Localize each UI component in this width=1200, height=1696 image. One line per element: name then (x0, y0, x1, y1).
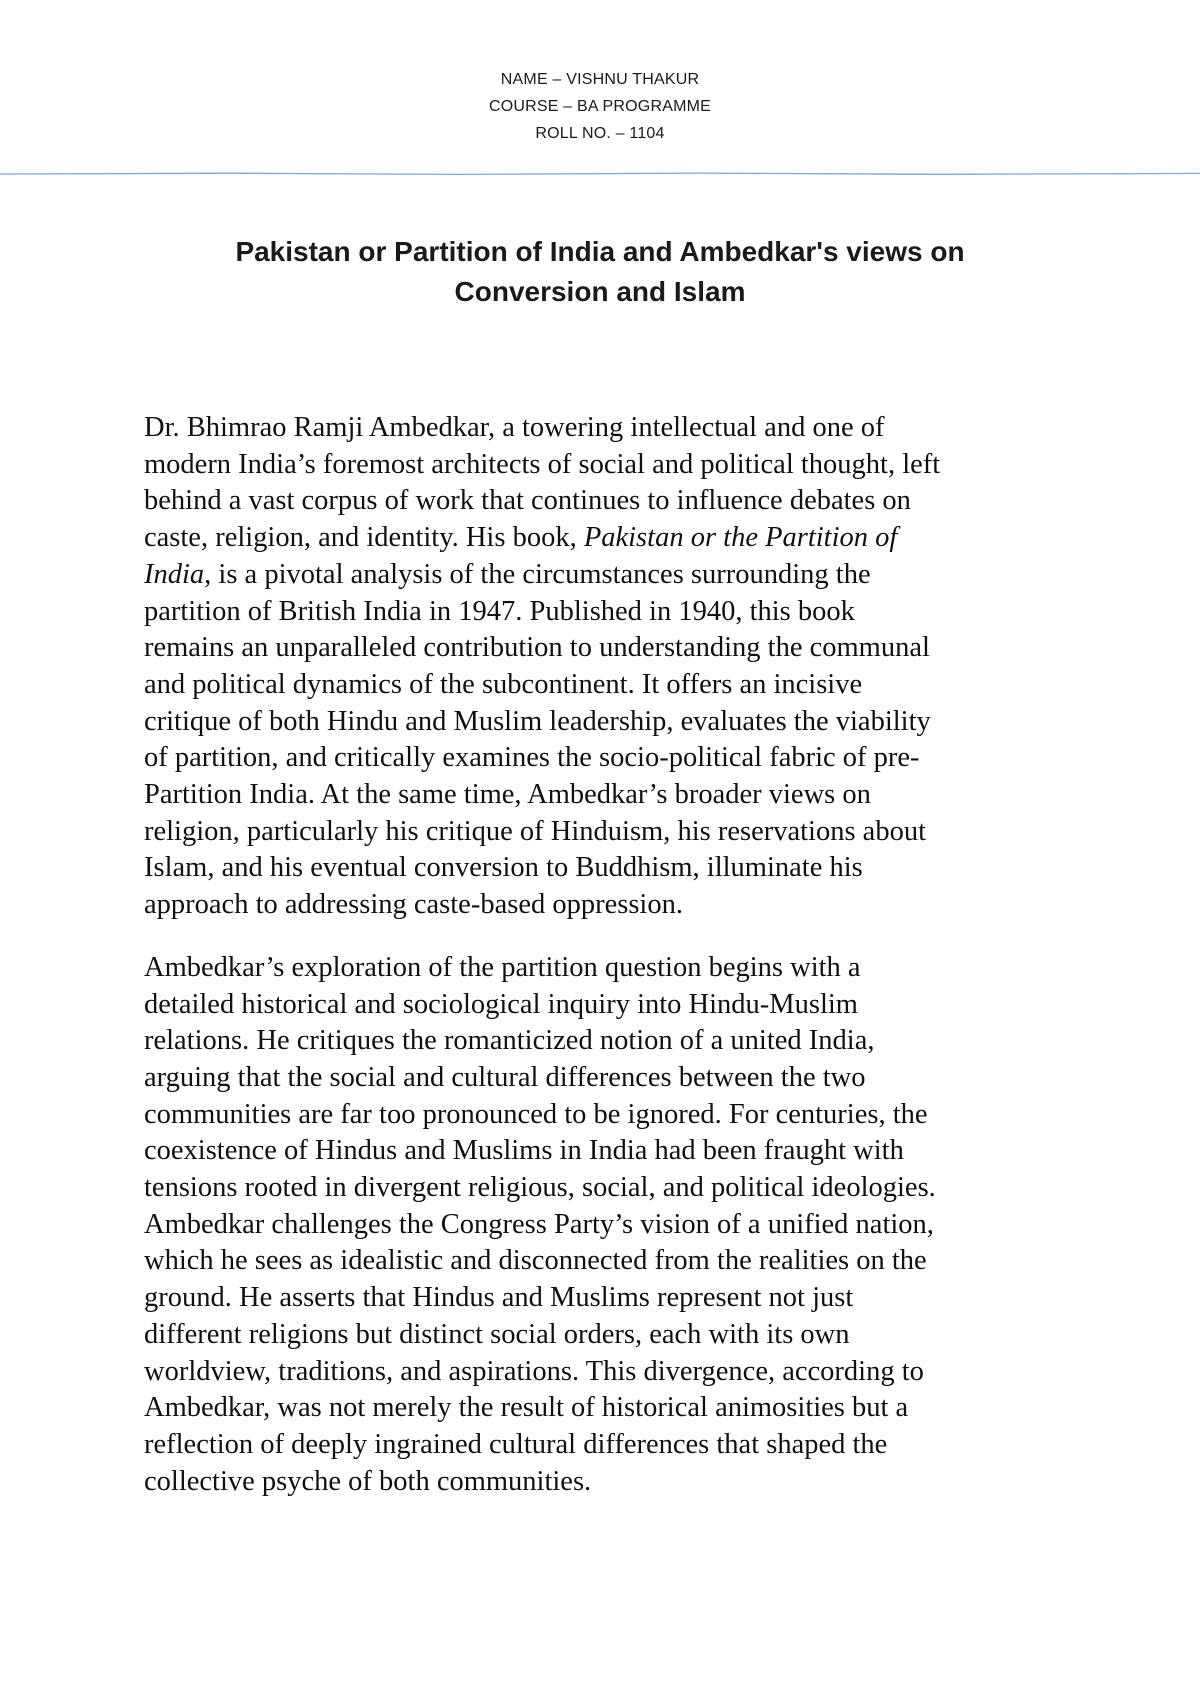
body-line: reflection of deeply ingrained cultural differences that shaped the (144, 1428, 888, 1460)
body-line: partition of British India in 1947. Published in 1940, this book (144, 595, 855, 627)
body-line: Ambedkar, was not merely the result of historical animosities but a (144, 1392, 909, 1424)
header-divider-line (0, 173, 1200, 174)
body-line: approach to addressing caste-based oppression. (144, 889, 683, 921)
paragraph-2 (144, 950, 1064, 1501)
body-line: Ambedkar challenges the Congress Party’s vision of a unified nation, (144, 1208, 934, 1240)
body-line: Partition India. At the same time, Ambedkar’s broader views on (144, 779, 871, 811)
body-line: different religions but distinct social orders, each with its own (144, 1318, 850, 1350)
student-name: NAME – VISHNU THAKUR (500, 71, 700, 88)
body-line: tensions rooted in divergent religious, social, and political ideologies. (144, 1172, 936, 1204)
title-line-1: Pakistan or Partition of India and Ambedkar's views on (235, 236, 965, 267)
body-line: Islam, and his eventual conversion to Buddhism, illuminate his (144, 852, 863, 884)
body-line: worldview, traditions, and aspirations. This divergence, according to (144, 1355, 924, 1387)
body-line: Dr. Bhimrao Ramji Ambedkar, a towering intellectual and one of (144, 412, 885, 443)
document-header (0, 66, 1200, 147)
body-line: collective psyche of both communities. (144, 1465, 592, 1497)
book-title-italic: Pakistan or the Partition of (583, 522, 898, 554)
title-line-2: Conversion and Islam (454, 276, 746, 307)
body-line (144, 557, 1064, 594)
body-line: behind a vast corpus of work that continues to influence debates on (144, 485, 911, 517)
body-line: of partition, and critically examines the socio-political fabric of pre- (144, 742, 920, 774)
body-line (144, 520, 1064, 557)
body-line: which he sees as idealistic and disconnected from the realities on the (144, 1245, 927, 1277)
body-line: modern India’s foremost architects of social and political thought, left (144, 448, 941, 480)
body-text-segment: caste, religion, and identity. His book, (144, 522, 584, 554)
body-line: remains an unparalleled contribution to understanding the communal (144, 632, 930, 664)
body-line: communities are far too pronounced to be ignored. For centuries, the (144, 1098, 928, 1130)
body-text-segment: , is a pivotal analysis of the circumstances surrounding the (204, 558, 871, 590)
body-line: arguing that the social and cultural differences between the two (144, 1061, 866, 1093)
body-line: ground. He asserts that Hindus and Muslims represent not just (144, 1282, 854, 1314)
body-line: detailed historical and sociological inquiry into Hindu-Muslim (144, 988, 858, 1020)
body-line: relations. He critiques the romanticized notion of a united India, (144, 1025, 875, 1057)
body-line: religion, particularly his critique of Hinduism, his reservations about (144, 815, 926, 847)
course-name: COURSE – BA PROGRAMME (488, 98, 712, 115)
document-title (100, 232, 1100, 312)
book-title-italic: India (144, 558, 205, 590)
body-line: Ambedkar’s exploration of the partition question begins with a (144, 951, 861, 983)
body-line: coexistence of Hindus and Muslims in India had been fraught with (144, 1135, 904, 1167)
document-body (144, 410, 1064, 1526)
header-divider (0, 170, 1200, 178)
body-line: critique of both Hindu and Muslim leadership, evaluates the viability (144, 705, 931, 737)
roll-number: ROLL NO. – 1104 (535, 125, 665, 142)
paragraph-1 (144, 410, 1064, 924)
body-line: and political dynamics of the subcontinent. It offers an incisive (144, 668, 863, 700)
